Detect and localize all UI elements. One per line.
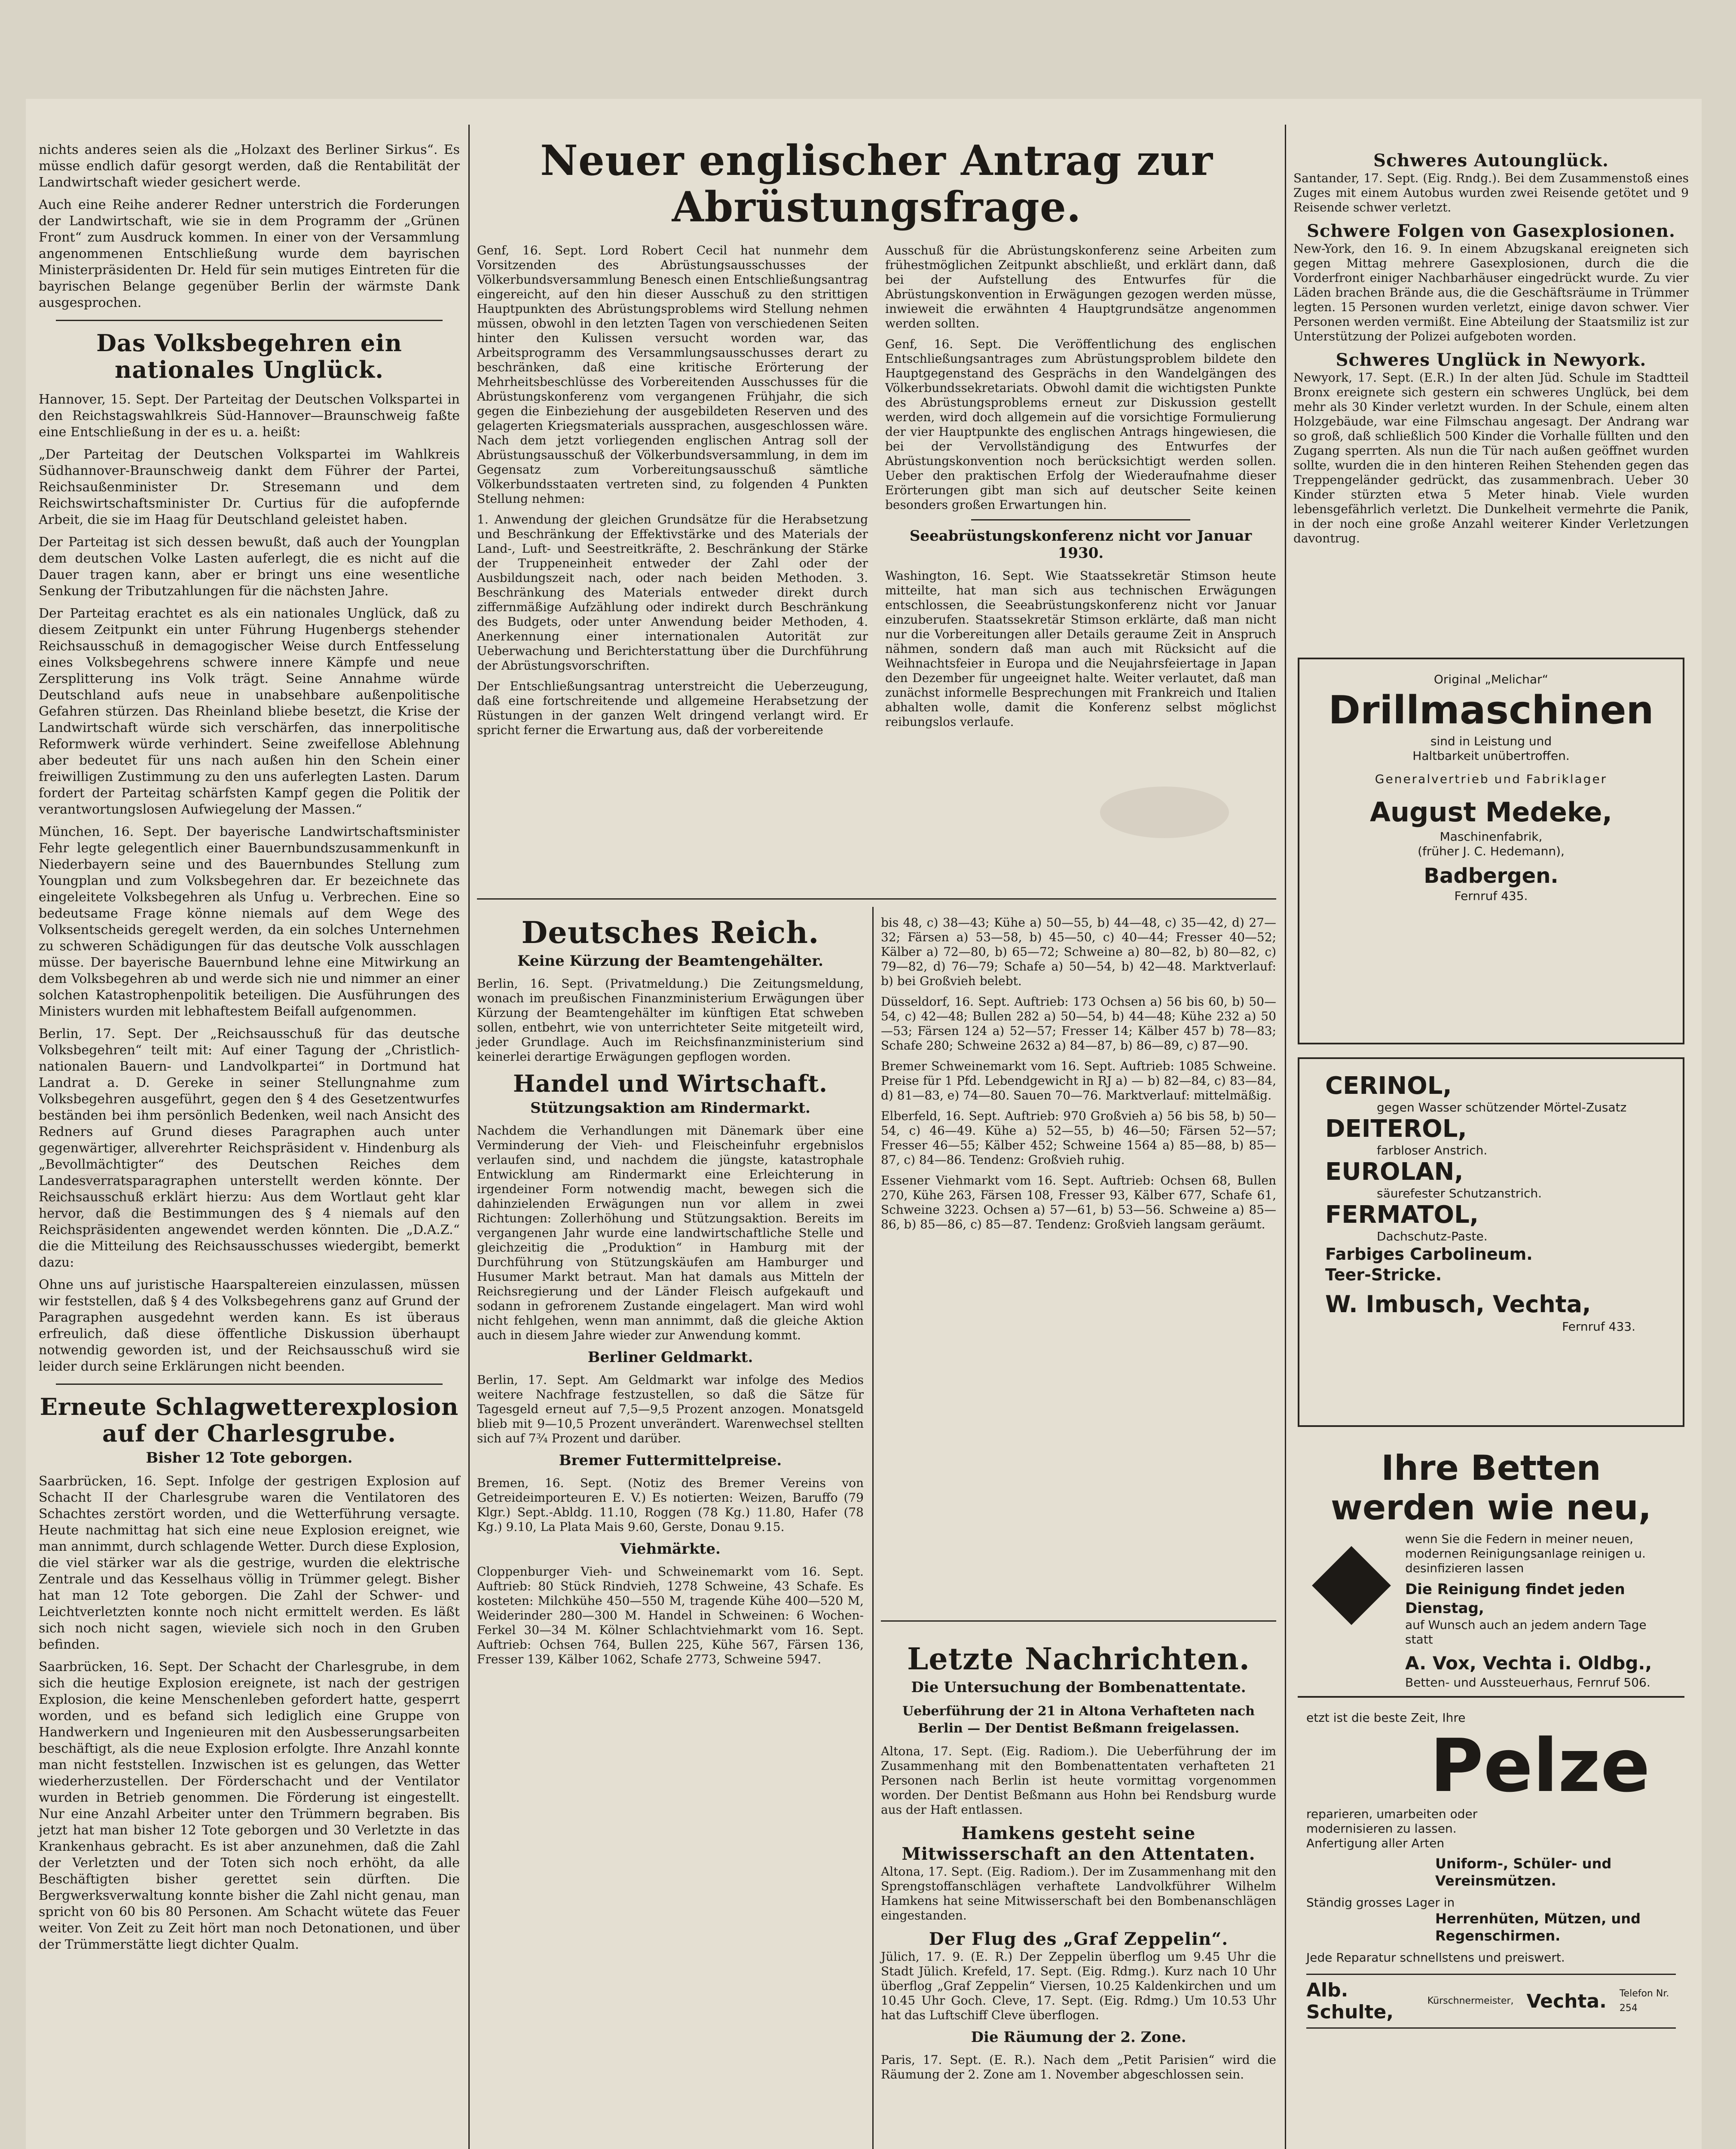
- ad-product: EUROLAN,: [1325, 1158, 1464, 1186]
- ad-product: CERINOL,: [1325, 1072, 1452, 1100]
- ad-line: Betten- und Aussteuerhaus, Fernruf 506.: [1405, 1675, 1650, 1690]
- section-rule: [477, 898, 1276, 900]
- ad-line: sind in Leistung und: [1430, 734, 1552, 748]
- article-paragraph: Cloppenburger Vieh- und Schweinemarkt vom 16. Sept. Auftrieb: 80 Stück Rindvieh, 1278 Schweine, 43 Schafe. Es kosteten: Milchkühe 450—550 M, tragende Kühe 400—520 M, Weiderinder 280—300 M. Handel in Schweinen: 6 Wochen-Ferkel 30—34 M. Kölner Schlachtviehmarkt vom 16. Sept. Auftrieb: Ochsen 764, Bullen 225, Kühe 567, Färsen 136, Fresser 139, Kälber 1062, Schafe 2773, Schweine 5947.: [477, 1564, 864, 1666]
- column-deutsches-reich: [477, 915, 864, 1673]
- ad-line: (früher J. C. Hedemann),: [1418, 844, 1565, 858]
- article-subheadline: Die Räumung der 2. Zone.: [971, 2029, 1186, 2046]
- column-rule: [468, 125, 470, 2149]
- article-headline: Das Volksbegehren ein nationales Unglück.: [96, 329, 402, 383]
- ad-line: Dachschutz-Paste.: [1377, 1229, 1488, 1243]
- ad-title: Pelze: [1430, 1723, 1650, 1809]
- ad-company: Alb. Schulte,: [1306, 1979, 1394, 2023]
- article-paragraph: Saarbrücken, 16. Sept. Der Schacht der Charlesgrube, in dem sich die heutige Explosion ereignete, ist nach der gestrigen Explosion, die keine Menschenleben gefordert hatte, gesperrt worden, und es befand sich lediglich eine Gruppe von Handwerkern und Ingenieuren mit den Ausbesserungsarbeiten beschäftigt, als die neue Explosion erfolgte. Ihre Anzahl konnte man nicht feststellen. Inzwischen ist es gelungen, das Wetter wiederherzustellen. Der Förderschacht und der Ventilator wurden in Betrieb genommen. Die Förderung ist eingestellt. Nur eine Anzahl Arbeiter unter den Trümmern begraben. Bis jetzt hat man bisher 12 Tote geborgen und 30 Verletzte in das Krankenhaus gebracht. Es ist aber anzunehmen, daß die Zahl der Verletzten und der Toten sich noch erhöht, da alle Beschäftigten bisher gerettet sein dürften. Die Bergwerksverwaltung konnte bisher die Zahl nicht genau, man spricht von 60 bis 80 Personen. Am Schacht wütete das Feuer weiter. Von Zeit zu Zeit hört man noch Detonationen, und über der Trümmerstätte liegt dichter Qualm.: [39, 1659, 460, 1952]
- ad-company: W. Imbusch, Vechta,: [1325, 1291, 1591, 1318]
- ad-line: auf Wunsch auch an jedem andern Tage statt: [1405, 1618, 1647, 1647]
- ad-line: gegen Wasser schützender Mörtel-Zusatz: [1377, 1100, 1627, 1114]
- newspaper-page: [26, 99, 1702, 2149]
- article-subheadline: Ueberführung der 21 in Altona Verhafteten nach Berlin — Der Dentist Beßmann freigelassen.: [902, 1704, 1255, 1736]
- article-subheadline: Die Untersuchung der Bombenattentate.: [911, 1679, 1246, 1696]
- ad-line: etzt ist die beste Zeit, Ihre: [1306, 1711, 1466, 1725]
- article-paragraph: Ohne uns auf juristische Haarspaltereien einzulassen, müssen wir feststellen, daß § 4 des Volksbegehrens ganz auf Grund der Paragraphen ausgedehnt werden kann. Es ist überaus erfreulich, daß diese öffentliche Diskussion überhaupt notwendig geworden ist, und der Reichsausschuß wird sie leider durch seine Erklärungen nicht beenden.: [39, 1277, 460, 1374]
- ad-phone: Fernruf 433.: [1562, 1319, 1635, 1334]
- article-paragraph: 1. Anwendung der gleichen Grundsätze für die Herabsetzung und Beschränkung der Effektivstärke und des Materials der Land-, Luft- und Seestreitkräfte, 2. Beschränkung der Stärke der Truppeneinheit entweder der Zahl oder der Ausbildungszeit nach, oder nach beiden Methoden. 3. Beschränkung des Materials entweder direkt durch ziffernmäßige Aufzählung oder indirekt durch Beschränkung des Budgets, oder unter Anwendung beider Methoden, 4. Anerkennung einer internationalen Autorität zur Ueberwachung und Berichterstattung über die Durchführung der Abrüstungsvorschriften.: [477, 512, 868, 673]
- ad-line: wenn Sie die Federn in meiner neuen, modernen Reinigungsanlage reinigen u. desinfizieren lassen: [1405, 1532, 1646, 1575]
- ad-line: Kürschnermeister,: [1427, 1996, 1514, 2006]
- article-subheadline: Berliner Geldmarkt.: [587, 1349, 753, 1366]
- article-subheadline: Keine Kürzung der Beamtengehälter.: [517, 952, 823, 970]
- ad-title: Drillmaschinen: [1328, 688, 1654, 733]
- market-paragraph: Bremer Schweinemarkt vom 16. Sept. Auftrieb: 1085 Schweine. Preise für 1 Pfd. Lebendgewicht in RJ a) — b) 82—84, c) 83—84, d) 81—83, e) 74—80. Sauen 70—76. Marktverlauf: mittelmäßig.: [881, 1059, 1276, 1102]
- news-headline: Schwere Folgen von Gasexplosionen.: [1307, 221, 1675, 241]
- article-paragraph: Berlin, 17. Sept. Am Geldmarkt war infolge des Medios weitere Nachfrage festzustellen, so daß die Sätze für Tagesgeld erneut auf 7,5—9,5 Prozent anzogen. Monatsgeld blieb mit 9—10,5 Prozent unverändert. Warenwechsel stellten sich auf 7¾ Prozent und darüber.: [477, 1373, 864, 1445]
- article-paragraph: Genf, 16. Sept. Lord Robert Cecil hat nunmehr dem Vorsitzenden des Abrüstungsausschusses der Völkerbundsversammlung Benesch einen Entschließungsantrag eingereicht, auf den hin dieser Ausschuß zu den strittigen Hauptpunkten des Abrüstungsproblems wird Stellung nehmen müssen, obwohl in den letzten Tagen von verschiedenen Seiten hinter den Kulissen versucht worden war, das Arbeitsprogramm des Versammlungsausschusses derart zu beschränken, daß eine kritische Erörterung der Mehrheitsbeschlüsse des Vorbereitenden Ausschusses für die Abrüstungskonferenz vom vergangenen Frühjahr, die sich gegen die Einbeziehung der ausgebildeten Reserven und des gelagerten Kriegsmaterials aussprachen, ausgeschlossen wäre. Nach dem jetzt vorliegenden englischen Antrag soll der Abrüstungsausschuß der Völkerbundsversammlung, in dem im Gegensatz zum Vorbereitungsausschuß sämtliche Völkerbundsstaaten vertreten sind, zu folgenden 4 Punkten Stellung nehmen:: [477, 243, 868, 506]
- section-headline: Letzte Nachrichten.: [907, 1641, 1250, 1677]
- intro-paragraph: nichts anderes seien als die „Holzaxt des Berliner Sirkus“. Es müsse endlich dafür gesorgt werden, daß die Rentabilität der Landwirtschaft wieder gesichert werde.: [39, 142, 460, 190]
- article-paragraph: Saarbrücken, 16. Sept. Infolge der gestrigen Explosion auf Schacht II der Charlesgrube waren die Ventilatoren des Schachtes zerstört worden, und die Wetterführung versagte. Heute nachmittag hat sich eine neue Explosion ereignet, wie man annimmt, durch schlagende Wetter. Durch diese Explosion, die viel stärker war als die gestrige, wurden die elektrische Zentrale und das Kesselhaus völlig in Trümmer gelegt. Bisher hat man 12 Tote geborgen. Die Zahl der Schwer- und Leichtverletzten konnte noch nicht ermittelt werden. Es läßt sich noch nicht sagen, wieviele sich noch in den Gruben befinden.: [39, 1474, 460, 1652]
- article-paragraph: Altona, 17. Sept. (Eig. Radiom.). Die Ueberführung der im Zusammenhang mit den Bombenattentaten verhafteten 21 Personen nach Berlin ist heute vormittag vorgenommen worden. Der Dentist Beßmann aus Hohn bei Rendsburg wurde aus der Haft entlassen.: [881, 1744, 1276, 1817]
- column-right-news: [1293, 150, 1689, 552]
- ad-betten: [1298, 1440, 1684, 1698]
- article-headline: Hamkens gesteht seine Mitwisserschaft an den Attentaten.: [902, 1823, 1256, 1864]
- article-paragraph: Ausschuß für die Abrüstungskonferenz seine Arbeiten zum frühestmöglichen Zeitpunkt abschließt, und erklärt dann, daß bei der Aufstellung des Entwurfes für die Abrüstungskonvention in Erwägungen gezogen werden müsse, inwieweit die erwähnten 4 Hauptgrundsätze angenommen werden sollten.: [885, 243, 1276, 331]
- market-paragraph: Essener Viehmarkt vom 16. Sept. Auftrieb: Ochsen 68, Bullen 270, Kühe 263, Färsen 108, Fresser 93, Kälber 677, Schafe 61, Schweine 3223. Ochsen a) 57—61, b) 53—56. Schweine a) 85—86, b) 85—86, c) 85—87. Tendenz: Großvieh langsam geräumt.: [881, 1173, 1276, 1231]
- ad-line: Original „Melichar“: [1433, 672, 1549, 686]
- market-paragraph: bis 48, c) 38—43; Kühe a) 50—55, b) 44—48, c) 35—42, d) 27—32; Färsen a) 53—58, b) 45—50, c) 40—44; Fresser 40—52; Kälber a) 72—80, b) 65—72; Schweine a) 80—82, b) 80—82, c) 79—82, d) 76—79; Schafe a) 50—54, b) 42—48. Marktverlauf: b) bei Großvieh belebt.: [881, 915, 1276, 988]
- article-subheadline: Bisher 12 Tote geborgen.: [146, 1449, 353, 1466]
- article-headline: Neuer englischer Antrag zur Abrüstungsfrage.: [540, 136, 1213, 231]
- article-paragraph: Bremen, 16. Sept. (Notiz des Bremer Vereins von Getreideimporteuren E. V.) Es notierten: Weizen, Baruffo (79 Klgr.) Sept.-Abldg. 11.10, Roggen (78 Kg.) 11.80, Hafer (78 Kg.) 9.10, La Plata Mais 9.60, Gerste, Donau 9.15.: [477, 1476, 864, 1534]
- column-letzte-nachrichten: [881, 1642, 1276, 2088]
- article-paragraph: Berlin, 17. Sept. Der „Reichsausschuß für das deutsche Volksbegehren“ teilt mit: Auf einer Tagung der „Christlich-nationalen Bauern- und Landvolkpartei“ in Dortmund hat Landrat a. D. Gereke in seiner Stellungnahme zum Volksbegehren ausgeführt, gegen den § 4 des Gesetzentwurfes beständen bei ihm persönlich Bedenken, weil nach Ansicht des Redners auf Grund dieses Paragraphen auch unter gegenwärtiger, allverehrter Reichspräsident v. Hindenburg als „Bevollmächtigter“ des Deutschen Reiches dem Landesverratsparagraphen unterstellt werden könnte. Der Reichsausschuß erklärt hierzu: Aus dem Wortlaut geht klar hervor, daß die Bestimmungen des § 4 niemals auf den Reichspräsidenten angewendet werden könnten. Die „D.A.Z.“ die die Mitteilung des Reichsausschusses wiedergibt, bemerkt dazu:: [39, 1026, 460, 1270]
- market-paragraph: Elberfeld, 16. Sept. Auftrieb: 970 Großvieh a) 56 bis 58, b) 50—54, c) 46—49. Kühe a) 52—55, b) 46—50; Färsen 52—57; Fresser 46—55; Kälber 452; Schweine 1564 a) 85—88, b) 85—87, c) 84—86. Tendenz: Großvieh ruhig.: [881, 1109, 1276, 1167]
- article-paragraph: Genf, 16. Sept. Die Veröffentlichung des englischen Entschließungsantrages zum Abrüstungsproblem bildete den Hauptgegenstand des Gesprächs in den Wandelgängen des Völkerbundssekretariats. Obwohl damit die wichtigsten Punkte des Abrüstungsproblems erneut zur Diskussion gestellt werden, wird doch allgemein auf die vorsichtige Formulierung der vier Hauptpunkte des englischen Antrags hingewiesen, die bei der Vervollständigung des Entwurfes der Abrüstungskonvention noch berücksichtigt werden sollen. Ueber den praktischen Erfolg der Wiederaufnahme dieser Erörterungen gibt man sich auf deutscher Seite keinen besonders großen Erwartungen hin.: [885, 337, 1276, 512]
- ad-phone: Fernruf 435.: [1454, 889, 1528, 903]
- ad-line: reparieren, umarbeiten oder: [1306, 1807, 1478, 1821]
- article-headline: Erneute Schlagwetterexplosion auf der Charlesgrube.: [40, 1393, 459, 1447]
- article-paragraph: Der Entschließungsantrag unterstreicht die Ueberzeugung, daß eine fortschreitende und allgemeine Herabsetzung der Rüstungen in der ganzen Welt dringend verlangt wird. Er spricht ferner die Erwartung aus, daß der vorbereitende: [477, 679, 868, 737]
- news-paragraph: Santander, 17. Sept. (Eig. Rndg.). Bei dem Zusammenstoß eines Zuges mit einem Autobus wurden zwei Reisende getötet und 9 Reisende schwer verletzt.: [1293, 171, 1689, 214]
- ad-line: Anfertigung aller Arten: [1306, 1836, 1445, 1850]
- ad-diamond-logo: [1312, 1546, 1391, 1625]
- ad-product: Farbiges Carbolineum.: [1325, 1245, 1533, 1264]
- ad-line: Herrenhüten, Mützen, und Regenschirmen.: [1435, 1910, 1641, 1944]
- ad-line: modernisieren zu lassen.: [1306, 1821, 1457, 1836]
- section-rule: [881, 1620, 1276, 1622]
- ad-line: Ständig grosses Lager in: [1306, 1895, 1455, 1910]
- news-paragraph: New-York, den 16. 9. In einem Abzugskanal ereigneten sich gegen Mittag mehrere Gasexplosionen, durch die die Vorderfront einiger Nachbarhäuser eingedrückt wurde. Zu vier Läden brachen Brände aus, die die Geschäftsräume in Trümmer legten. 15 Personen wurden verletzt, einige davon schwer. Vier Personen werden vermißt. Eine Abteilung der Staatsmiliz ist zur Unterstützung der Polizei aufgeboten worden.: [1293, 242, 1689, 343]
- article-headline: Der Flug des „Graf Zeppelin“.: [929, 1929, 1229, 1949]
- ad-cerinol: [1298, 1057, 1684, 1427]
- ad-town: Badbergen.: [1424, 864, 1559, 888]
- ad-phone: Telefon Nr. 254: [1619, 1988, 1669, 2014]
- divider: [971, 519, 1190, 520]
- article-paragraph: Nachdem die Verhandlungen mit Dänemark über eine Verminderung der Vieh- und Fleischeinfuhr ergebnislos verlaufen sind, und nachdem die jüngste, katastrophale Entwicklung am Rindermarkt eine Erleichterung in irgendeiner Form notwendig macht, bewegen sich die dahinzielenden Erwägungen nun vor allem in zwei Richtungen: Zollerhöhung und Stützungsaktion. Bereits im vergangenen Jahr wurde eine landwirtschaftliche Stelle und gleichzeitig die „Produktion“ in Hamburg mit der Durchführung von Stützungskäufen am Hamburger und Husumer Markt betraut. Man hat damals aus Mitteln der Reichsregierung und der Länder Fleisch aufgekauft und sodann in gefrorenem Zustande eingelagert. Man wird wohl nicht fehlgehen, wenn man annimmt, daß die gleiche Aktion auch in diesem Jahre wieder zur Anwendung kommt.: [477, 1123, 864, 1342]
- article-paragraph: Jülich, 17. 9. (E. R.) Der Zeppelin überflog um 9.45 Uhr die Stadt Jülich. Krefeld, 17. Sept. (Eig. Rdmg.). Kurz nach 10 Uhr überflog „Graf Zeppelin“ Viersen, 10.25 Kaldenkirchen und um 10.45 Uhr Goch. Cleve, 17. Sept. (Eig. Rdmg.) Um 10.53 Uhr hat das Luftschiff Cleve überflogen.: [881, 1950, 1276, 2022]
- column-rule: [872, 907, 874, 2149]
- ad-line: säurefester Schutzanstrich.: [1377, 1186, 1542, 1200]
- divider: [56, 1384, 443, 1385]
- ad-line: Uniform-, Schüler- und Vereinsmützen.: [1435, 1855, 1612, 1889]
- section-headline: Handel und Wirtschaft.: [513, 1070, 828, 1097]
- sub-headline: Seeabrüstungskonferenz nicht vor Januar 1930.: [909, 527, 1252, 562]
- ad-product: FERMATOL,: [1325, 1201, 1479, 1229]
- article-paragraph: Hannover, 15. Sept. Der Parteitag der Deutschen Volkspartei in den Reichstagswahlkreis Süd-Hannover—Braunschweig faßte eine Entschließung in der es u. a. heißt:: [39, 392, 460, 440]
- article-paragraph: München, 16. Sept. Der bayerische Landwirtschaftsminister Fehr legte gelegentlich einer Bauernbundszusammenkunft in Niederbayern seine und des Bauernbundes Stellung zum Youngplan und zum Volksbegehren dar. Er bezeichnete das eingeleitete Volksbegehren als Unfug u. Verbrechen. Eine so bedeutsame Frage könne niemals auf dem Wege des Volksentscheids geregelt werden, da ein solches Unternehmen zu schweren Schädigungen für das deutsche Volk ausschlagen müsse. Der bayerische Bauernbund lehne eine Mitwirkung an dem Volksbegehren ab und werde sich nie und nimmer an einer solchen Katastrophenpolitik beteiligen. Die Ausführungen des Ministers wurden mit lebhaftestem Beifall aufgenommen.: [39, 824, 460, 1019]
- ad-line: Maschinenfabrik,: [1440, 830, 1543, 844]
- intro-paragraph: Auch eine Reihe anderer Redner unterstrich die Forderungen der Landwirtschaft, wie sie in dem Programm der „Grünen Front“ zum Ausdruck kommen. In einer von der Versammlung angenommenen Entschließung wurde dem bayrischen Ministerpräsidenten Dr. Held für sein mutiges Eintreten für die bayrischen Belange gegenüber Berlin der wärmste Dank ausgesprochen.: [39, 197, 460, 310]
- top-center-article: [477, 138, 1276, 744]
- ad-title: werden wie neu,: [1331, 1488, 1651, 1528]
- article-subheadline: Viehmärkte.: [620, 1540, 721, 1558]
- news-headline: Schweres Autounglück.: [1373, 150, 1609, 171]
- divider: [56, 320, 443, 321]
- ad-company: A. Vox, Vechta i. Oldbg.,: [1405, 1653, 1652, 1674]
- ad-product: DEITEROL,: [1325, 1115, 1467, 1143]
- article-paragraph: „Der Parteitag der Deutschen Volkspartei im Wahlkreis Südhannover-Braunschweig dankt dem Führer der Partei, Reichsaußenminister Dr. Stresemann und dem Reichswirtschaftsminister Dr. Curtius für die aufopfernde Arbeit, die sie im Haag für Deutschland geleistet haben.: [39, 447, 460, 527]
- ad-drillmaschinen: [1298, 658, 1684, 1044]
- market-paragraph: Düsseldorf, 16. Sept. Auftrieb: 173 Ochsen a) 56 bis 60, b) 50—54, c) 42—48; Bullen 282 a) 50—54, b) 44—48; Kühe 232 a) 50—53; Färsen 124 a) 52—57; Fresser 14; Kälber 457 b) 78—83; Schafe 280; Schweine 2632 a) 84—87, b) 86—89, c) 87—90.: [881, 995, 1276, 1053]
- ad-line: Die Reinigung findet jeden Dienstag,: [1405, 1581, 1625, 1617]
- article-paragraph: Berlin, 16. Sept. (Privatmeldung.) Die Zeitungsmeldung, wonach im preußischen Finanzministerium Erwägungen über Kürzung der Beamtengehälter im künftigen Etat schweben sollen, entbehrt, wie von unterrichteter Seite mitgeteilt wird, jeder Grundlage. Auch im Reichsfinanzministerium sind keinerlei derartige Erwägungen gepflogen worden.: [477, 977, 864, 1064]
- ad-line: Generalvertrieb und Fabriklager: [1375, 772, 1608, 786]
- ad-line: farbloser Anstrich.: [1377, 1143, 1488, 1157]
- ad-line: Haltbarkeit unübertroffen.: [1412, 749, 1570, 763]
- column-rule: [1285, 125, 1286, 2149]
- ad-line: Jede Reparatur schnellstens und preiswert.: [1306, 1950, 1565, 1965]
- ad-town: Vechta.: [1526, 1990, 1607, 2012]
- article-paragraph: Paris, 17. Sept. (E. R.). Nach dem „Petit Parisien“ wird die Räumung der 2. Zone am 1. November abgeschlossen sein.: [881, 2053, 1276, 2082]
- ad-title: Ihre Betten: [1381, 1448, 1601, 1488]
- article-paragraph: Der Parteitag ist sich dessen bewußt, daß auch der Youngplan dem deutschen Volke Lasten auferlegt, die es nicht auf die Dauer tragen kann, aber er bringt uns eine wesentliche Senkung der Tributzahlungen für die nächsten Jahre.: [39, 535, 460, 599]
- ad-product: Teer-Stricke.: [1325, 1265, 1442, 1284]
- section-headline: Deutsches Reich.: [521, 915, 819, 950]
- article-paragraph: Der Parteitag erachtet es als ein nationales Unglück, daß zu diesem Zeitpunkt ein unter Führung Hugenbergs stehender Reichsausschuß in demagogischer Weise durch Entfesselung eines Volksbegehrens schwere innere Kämpfe und neue Zersplitterung ins Volk trägt. Seine Annahme würde Deutschland aufs neue in unabsehbare außenpolitische Gefahren stürzen. Das Rheinland bliebe besetzt, die Krise der Landwirtschaft würde sich verschärfen, das innerpolitische Reformwerk würde verhindert. Seine zweifellose Ablehnung aber bedeutet für uns nach außen hin den Schein einer freiwilligen Zustimmung zu den uns auferlegten Lasten. Darum fordert der Parteitag schärfsten Kampf gegen die Politik der verantwortungslosen Aufwiegelung der Massen.“: [39, 606, 460, 817]
- article-paragraph: Altona, 17. Sept. (Eig. Radiom.). Der im Zusammenhang mit den Sprengstoffanschlägen verhaftete Landvolkführer Wilhelm Hamkens hat seine Mitwisserschaft bei den Bombenanschlägen eingestanden.: [881, 1864, 1276, 1922]
- ad-company: August Medeke,: [1369, 796, 1613, 828]
- article-paragraph: Washington, 16. Sept. Wie Staatssekretär Stimson heute mitteilte, hat man sich aus technischen Erwägungen entschlossen, die Seeabrüstungskonferenz nicht vor Januar einzuberufen. Staatssekretär Stimson erklärte, daß man nicht nur die Vorbereitungen aller Details geraume Zeit in Anspruch nähmen, sondern daß man auch mit Rücksicht auf die Weihnachtsfeier in Europa und die Neujahrsfeiertage in Japan den Dezember für ungeeignet halte. Weiter verlautet, daß man zunächst informelle Besprechungen mit Frankreich und Italien abhalten wolle, damit die Konferenz selbst möglichst reibungslos verlaufe.: [885, 569, 1276, 729]
- news-headline: Schweres Unglück in Newyork.: [1336, 350, 1647, 370]
- article-subheadline: Stützungsaktion am Rindermarkt.: [530, 1099, 810, 1117]
- ad-pelze: [1298, 1706, 1684, 2149]
- news-paragraph: Newyork, 17. Sept. (E.R.) In der alten Jüd. Schule im Stadtteil Bronx ereignete sich gestern ein schweres Unglück, bei dem mehr als 30 Kinder verletzt wurden. In der Schule, einem alten Holzgebäude, war eine Filmschau angesagt. Der Andrang war so groß, daß schließlich 500 Kinder die Vorhalle füllten und den Zugang sperrten. Als nun die Tür nach außen geöffnet wurden sollte, wurden die in den hinteren Reihen Stehenden gegen das Treppengeländer gedrückt, das zusammenbrach. Ueber 30 Kinder stürzten etwa 5 Meter hinab. Viele wurden lebensgefährlich verletzt. Die Dunkelheit vermehrte die Panik, in der noch eine große Anzahl weiterer Kinder Verletzungen davontrug.: [1293, 370, 1689, 545]
- paper-stain: [1100, 787, 1229, 838]
- column-markets: [881, 915, 1276, 1238]
- article-subheadline: Bremer Futtermittelpreise.: [559, 1452, 782, 1469]
- column-left: [39, 99, 460, 1959]
